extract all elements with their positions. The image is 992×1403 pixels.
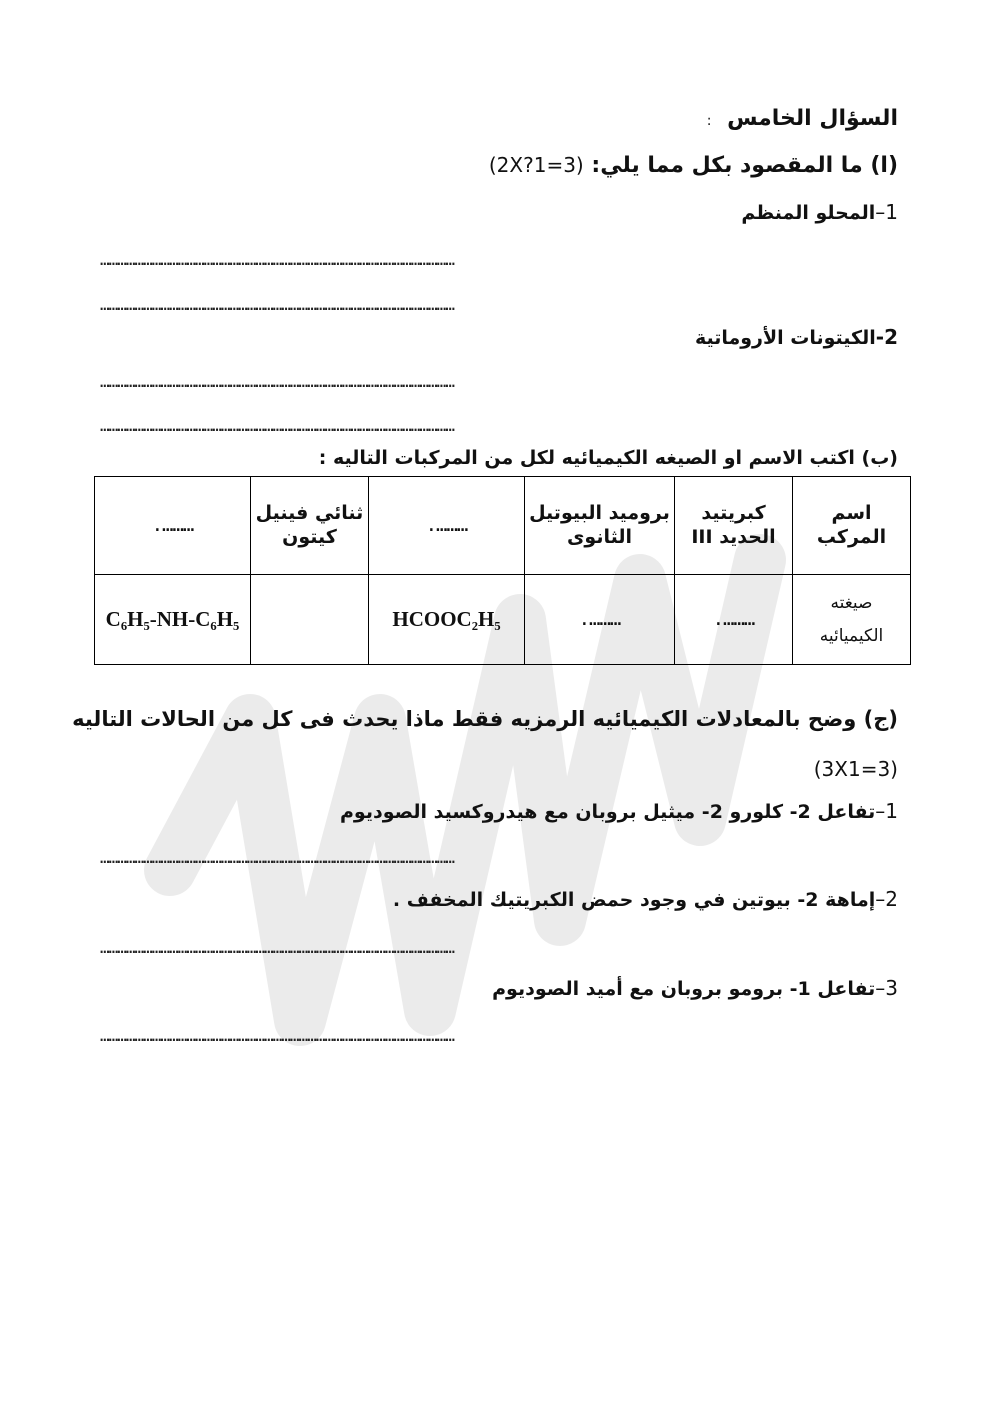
table-cell: كبريتيد الحديد III [675, 477, 793, 575]
item-number: 1– [875, 200, 898, 224]
part-a-label: (ا) ما المقصود بكل مما يلي: [591, 153, 898, 178]
question-title-colon: : [706, 113, 712, 129]
question-title [707, 106, 898, 131]
table-cell-blank[interactable]: ………. [95, 477, 251, 575]
answer-line[interactable]: …………………………………………………………………………………………………………… [100, 938, 454, 957]
item-text: الكيتونات الأروماتية [694, 327, 876, 349]
table-cell-blank[interactable]: ………. [525, 575, 675, 665]
table-cell-blank[interactable] [251, 575, 369, 665]
item-text: تفاعل 2- كلورو 2- ميثيل بروبان مع هيدروكسيد الصوديوم [339, 801, 876, 823]
row-header-formula: صيغته الكيميائيه [793, 575, 911, 665]
item-number: 1– [875, 799, 898, 823]
part-c-item-1 [340, 799, 898, 823]
answer-line[interactable]: …………………………………………………………………………………………………………… [100, 250, 454, 269]
part-c-heading [72, 707, 898, 731]
question-title-label: السؤال الخامس [727, 106, 898, 131]
table-cell: ثنائي فينيل كيتون [251, 477, 369, 575]
formula-cell: HCOOC₂H₅ [369, 575, 525, 665]
answer-line[interactable]: …………………………………………………………………………………………………………… [100, 1026, 454, 1045]
formula-cell: C₆H₅-NH-C₆H₅ [95, 575, 251, 665]
part-a-item-2 [695, 325, 898, 349]
answer-line[interactable]: …………………………………………………………………………………………………………… [100, 372, 454, 391]
part-b-label: (ب) اكتب الاسم او الصيغه الكيميائيه لكل من المركبات التاليه : [318, 447, 898, 469]
item-text: المحلو المنظم [741, 202, 876, 224]
part-b-heading [319, 447, 898, 469]
part-a-item-1 [741, 200, 898, 224]
table-row [95, 477, 911, 575]
compounds-table [94, 476, 911, 665]
table-row [95, 575, 911, 665]
item-number: 2- [875, 325, 898, 349]
item-text: إماهة 2- بيوتين في وجود حمض الكبريتيك المخفف . [392, 889, 876, 911]
part-c-item-3 [492, 976, 898, 1000]
answer-line[interactable]: …………………………………………………………………………………………………………… [100, 848, 454, 867]
table-cell: بروميد البيوتيل الثانوى [525, 477, 675, 575]
answer-line[interactable]: …………………………………………………………………………………………………………… [100, 416, 454, 435]
part-c-item-2 [393, 887, 898, 911]
part-c-marks: (3X1=3) [813, 757, 898, 781]
part-c-label: (ج) وضح بالمعادلات الكيميائيه الرمزيه فقط ماذا يحدث فى كل من الحالات التاليه [72, 707, 898, 731]
row-header-name: اسم المركب [793, 477, 911, 575]
table-cell-blank[interactable]: ………. [369, 477, 525, 575]
item-text: تفاعل 1- برومو بروبان مع أميد الصوديوم [492, 978, 876, 1000]
item-number: 3– [875, 976, 898, 1000]
answer-line[interactable]: …………………………………………………………………………………………………………… [100, 295, 454, 314]
item-number: 2– [875, 887, 898, 911]
part-a-heading [489, 153, 898, 178]
part-a-marks: (2X?1=3) [488, 153, 584, 177]
table-cell-blank[interactable]: ………. [675, 575, 793, 665]
